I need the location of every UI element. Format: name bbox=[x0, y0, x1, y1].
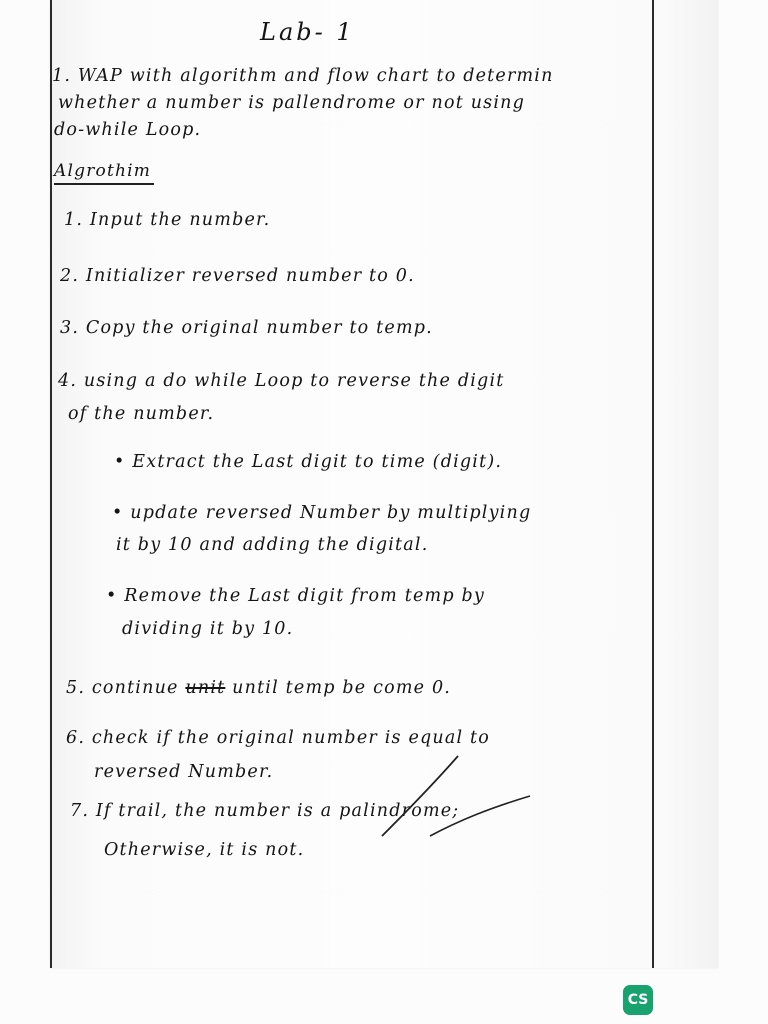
question-line-3: do-while Loop. bbox=[54, 120, 202, 140]
bullet-update-line-2: it by 10 and adding the digital. bbox=[116, 535, 429, 555]
question-line-1: 1. WAP with algorithm and flow chart to determin bbox=[52, 66, 554, 86]
step-2: 2. Initializer reversed number to 0. bbox=[60, 266, 415, 286]
bullet-update-line-1: • update reversed Number by multiplying bbox=[112, 503, 532, 523]
right-margin-line bbox=[652, 0, 654, 968]
step-3: 3. Copy the original number to temp. bbox=[60, 318, 433, 338]
section-heading: Algrothim bbox=[54, 161, 152, 181]
bullet-remove-line-2: dividing it by 10. bbox=[122, 619, 294, 639]
question-line-2: whether a number is pallendrome or not using bbox=[58, 93, 526, 113]
bullet-remove-line-1: • Remove the Last digit from temp by bbox=[106, 586, 485, 606]
step-6-line-2: reversed Number. bbox=[94, 762, 274, 782]
step-4-line-2: of the number. bbox=[68, 404, 215, 424]
step-5 bbox=[66, 678, 451, 698]
page-title: Lab- 1 bbox=[260, 18, 355, 46]
step-5-prefix: 5. continue bbox=[66, 678, 179, 698]
teacher-check-mark bbox=[370, 748, 540, 848]
step-5-struck-word: unit bbox=[185, 678, 226, 698]
step-1: 1. Input the number. bbox=[64, 210, 271, 230]
step-4-line-1: 4. using a do while Loop to reverse the digit bbox=[58, 371, 505, 391]
step-5-suffix: until temp be come 0. bbox=[232, 678, 452, 698]
heading-underline bbox=[54, 183, 154, 185]
left-margin-line bbox=[50, 0, 52, 968]
step-6-line-1: 6. check if the original number is equal to bbox=[66, 728, 491, 748]
step-7-line-2: Otherwise, it is not. bbox=[104, 840, 305, 860]
camscanner-logo-icon: CS bbox=[623, 985, 653, 1015]
bullet-extract: • Extract the Last digit to time (digit). bbox=[114, 452, 503, 472]
step-7-line-1: 7. If trail, the number is a palindrome; bbox=[70, 801, 460, 821]
notebook-page bbox=[50, 0, 718, 968]
